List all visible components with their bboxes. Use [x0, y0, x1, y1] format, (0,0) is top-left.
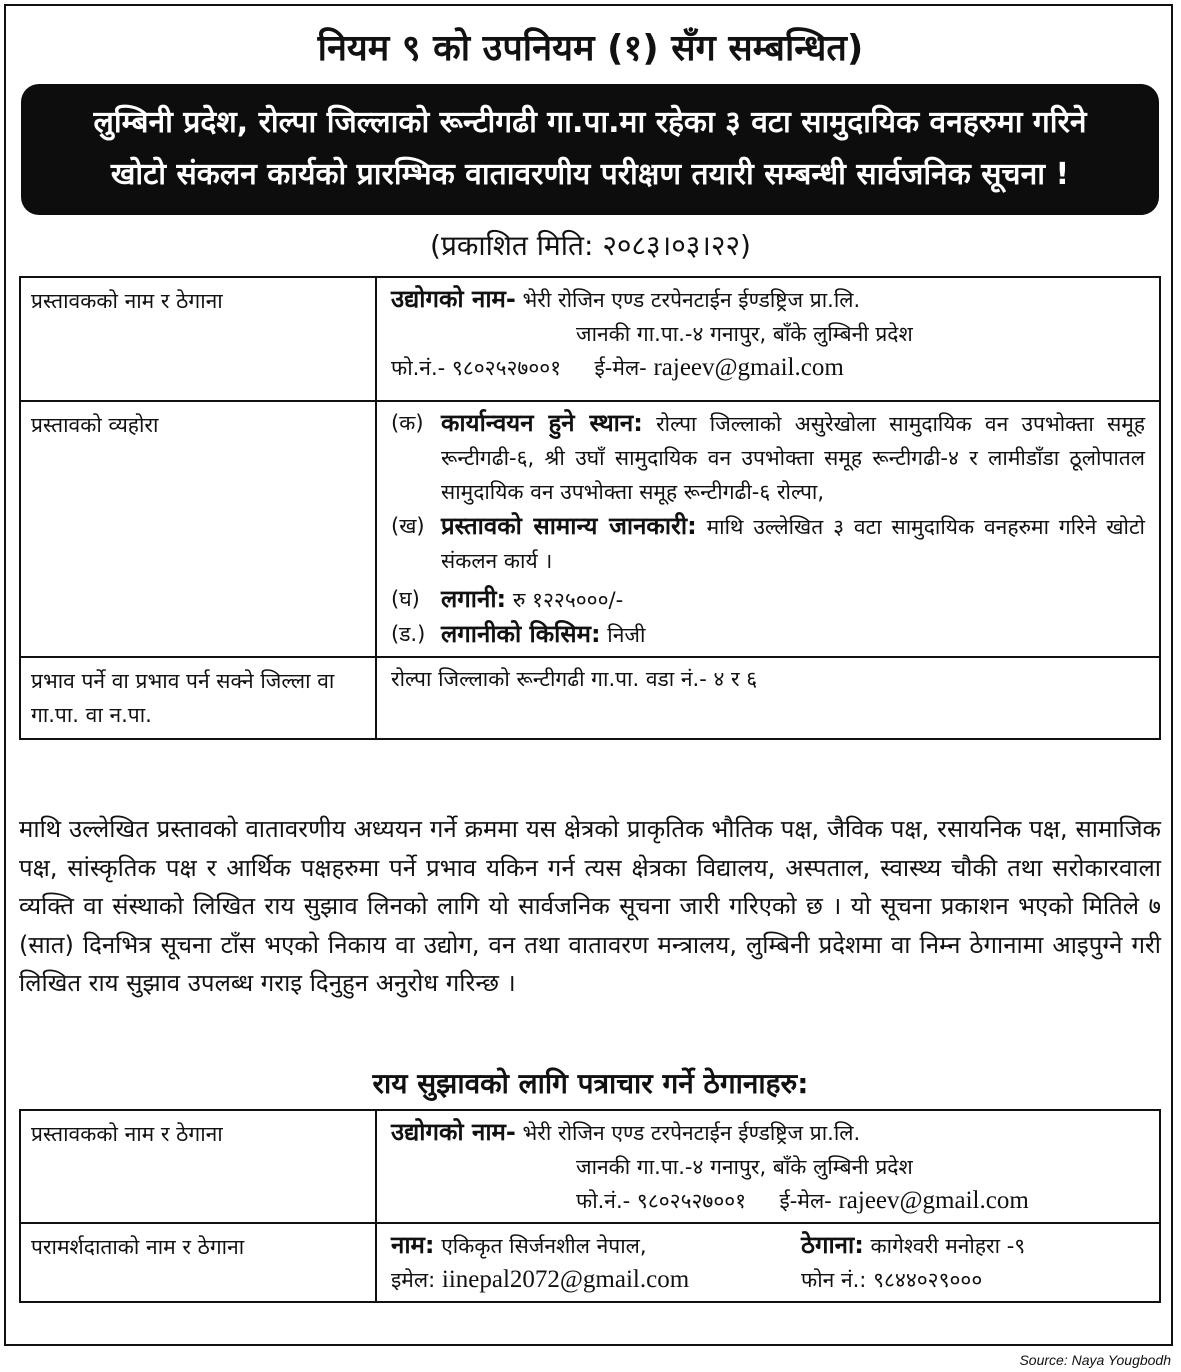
- consultant-address: कागेश्वरी मनोहरा -९: [870, 1234, 1026, 1258]
- proposal-row: [20, 401, 1160, 657]
- consultant-email-label: इमेल:: [391, 1268, 436, 1292]
- general-info-title: प्रस्तावको सामान्य जानकारी:: [441, 512, 697, 540]
- proponent-contact-label: प्रस्तावकको नाम र ठेगाना: [20, 1110, 376, 1223]
- proponent-contact-row: [20, 1110, 1160, 1223]
- proponent-row: [20, 277, 1160, 401]
- email-address-2: rajeev@gmail.com: [838, 1187, 1029, 1214]
- banner-line-1: लुम्बिनी प्रदेश, रोल्पा जिल्लाको रून्टीगढी गा.पा.मा रहेका ३ वटा सामुदायिक वनहरुमा गरिने: [93, 105, 1087, 140]
- location-text: रोल्पा जिल्लाको असुरेखोला सामुदायिक वन उपभोक्ता समूह रून्टीगढी-६, श्री उघाँ सामुदायिक वन उपभोक्ता समूह रून्टीगढी-४ र लामीडाँडा ठूलोपातल सामुदायिक वन उपभोक्ता समूह रून्टीगढी-६ रोल्पा,: [441, 412, 1145, 504]
- list-item-kha: [391, 509, 1145, 578]
- affected-area-row: [20, 657, 1160, 739]
- phone-label: फो.नं.-: [391, 356, 446, 380]
- source-credit: Source: Naya Yougbodh: [1019, 1352, 1171, 1368]
- marker-nga: (ड.): [391, 622, 426, 646]
- affected-area-value: रोल्पा जिल्लाको रून्टीगढी गा.पा. वडा नं.- ४ र ६: [376, 657, 1160, 739]
- consultant-name: एकिकृत सिर्जनशील नेपाल,: [441, 1234, 647, 1258]
- industry-name: भेरी रोजिन एण्ड टरपेनटाईन ईण्डष्ट्रिज प्रा.लि.: [522, 288, 861, 312]
- industry-address-2: जानकी गा.पा.-४ गनापुर, बाँके लुम्बिनी प्रदेश: [576, 1155, 913, 1179]
- consultant-row: [20, 1223, 1160, 1302]
- correspondence-heading: राय सुझावको लागि पत्राचार गर्ने ठेगानाहरु:: [372, 1067, 809, 1100]
- phone-number-2: ९८०२५२७००१: [636, 1189, 747, 1213]
- marker-ka: (क): [391, 411, 424, 435]
- investment-type: निजी: [607, 623, 646, 647]
- notice-paragraph: माथि उल्लेखित प्रस्तावको वातावरणीय अध्ययन गर्ने क्रममा यस क्षेत्रको प्राकृतिक भौतिक पक्ष, जैविक पक्ष, रसायनिक पक्ष, सामाजिक पक्ष, सांस्कृतिक पक्ष र आर्थिक पक्षहरुमा पर्ने प्रभाव यकिन गर्न त्यस क्षेत्रका विद्यालय, अस्पताल, स्वास्थ्य चौकी तथा सरोकारवाला व्यक्ति वा संस्थाको लिखित राय सुझाव लिनको लागि यो सार्वजनिक सूचना जारी गरिएको छ । यो सूचना प्रकाशन भएको मितिले ७ (सात) दिनभित्र सूचना टाँस भएको निकाय वा उद्योग, वन तथा वातावरण मन्त्रालय, लुम्बिनी प्रदेशमा वा निम्न ठेगानामा आइपुग्ने गरी लिखित राय सुझाव उपलब्ध गराइ दिनुहुन अनुरोध गरिन्छ ।: [19, 815, 1161, 997]
- email-address: rajeev@gmail.com: [653, 354, 844, 381]
- email-label-2: ई-मेल-: [779, 1189, 832, 1213]
- consultant-label: परामर्शदाताको नाम र ठेगाना: [20, 1223, 376, 1302]
- consultant-value: [376, 1223, 1160, 1302]
- industry-name-2: भेरी रोजिन एण्ड टरपेनटाईन ईण्डष्ट्रिज प्रा.लि.: [522, 1121, 861, 1145]
- investment-amount: रु १२२५०००/-: [512, 588, 624, 612]
- email-label: ई-मेल-: [594, 356, 647, 380]
- proposal-value: [376, 401, 1160, 657]
- marker-kha: (ख): [391, 514, 425, 538]
- proposal-table: [19, 276, 1161, 740]
- list-item-gha: [391, 582, 1145, 617]
- location-title: कार्यान्वयन हुने स्थान:: [441, 409, 643, 437]
- investment-title: लगानी:: [441, 585, 507, 613]
- notice-banner: [21, 84, 1159, 215]
- proposal-label: प्रस्तावको व्यहोरा: [20, 401, 376, 657]
- investment-type-title: लगानीको किसिम:: [441, 620, 601, 648]
- industry-address: जानकी गा.पा.-४ गनापुर, बाँके लुम्बिनी प्रदेश: [576, 322, 913, 346]
- phone-number: ९८०२५२७००१: [451, 356, 562, 380]
- marker-gha: (घ): [391, 587, 420, 611]
- consultant-name-label: नाम:: [391, 1231, 435, 1259]
- proponent-contact-value: [376, 1110, 1160, 1223]
- published-date: (प्रकाशित मिति: २०८३।०३।२२): [430, 229, 751, 262]
- affected-area-label: प्रभाव पर्ने वा प्रभाव पर्न सक्ने जिल्ला वा गा.पा. वा न.पा.: [20, 657, 376, 739]
- list-item-nga: [391, 617, 1145, 652]
- consultant-phone: ९८४४०२९०००: [873, 1268, 983, 1292]
- list-item-ka: [391, 406, 1145, 509]
- consultant-phone-label: फोन नं.:: [801, 1268, 867, 1292]
- banner-line-2: खोटो संकलन कार्यको प्रारम्भिक वातावरणीय परीक्षण तयारी सम्बन्धी सार्वजनिक सूचना !: [110, 157, 1070, 192]
- consultant-address-label: ठेगाना:: [801, 1231, 864, 1259]
- proponent-label: प्रस्तावकको नाम र ठेगाना: [20, 277, 376, 401]
- industry-name-label-2: उद्योगको नाम-: [391, 1118, 516, 1146]
- industry-name-label: उद्योगको नाम-: [391, 285, 516, 313]
- proponent-value: [376, 277, 1160, 401]
- notice-heading: नियम ९ को उपनियम (१) सँग सम्बन्धित): [317, 28, 864, 69]
- phone-label-2: फो.नं.-: [576, 1189, 631, 1213]
- consultant-email: iinepal2072@gmail.com: [441, 1266, 690, 1293]
- correspondence-table: [19, 1109, 1161, 1303]
- general-info-text: माथि उल्लेखित ३ वटा सामुदायिक वनहरुमा गरिने खोटो संकलन कार्य ।: [441, 515, 1145, 573]
